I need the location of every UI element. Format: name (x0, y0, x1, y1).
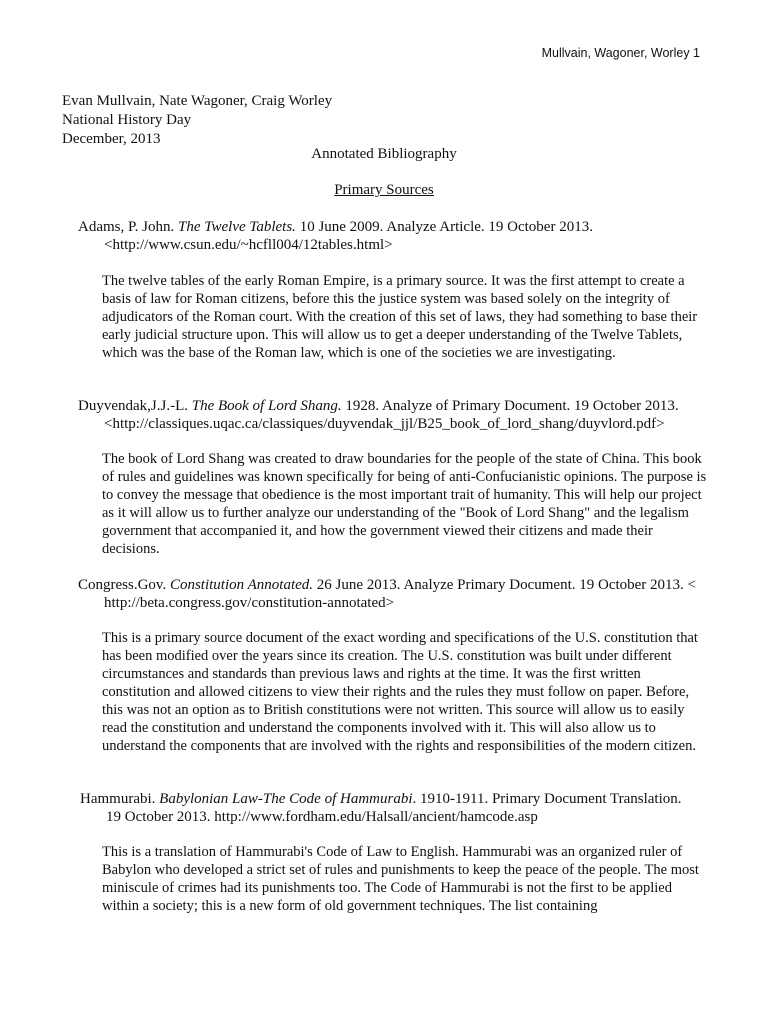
running-head: Mullvain, Wagoner, Worley 1 (541, 46, 700, 60)
citation-url: http://beta.congress.gov/constitution-annotated> (104, 595, 395, 611)
annotation-paragraph: This is a translation of Hammurabi's Code of Law to English. Hammurabi was an organized ruler of Babylon who developed a strict set of rules and punishments to keep the peace of the people. The most miniscule of crimes had its punishments too. The Code of Hammurabi is not the first to be applied within a society; this is a new form of old government techniques. The list containing (102, 844, 699, 914)
annotation-paragraph: The book of Lord Shang was created to draw boundaries for the people of the state of China. This book of rules and guidelines was known specifically for being of anti-Confucianistic opinions. The purpose is to convey the message that obedience is the most important trait of humanity. This will help our project as it will allow us to further analyze our understanding of the "Book of Lord Shang" and the legalism government that accompanied it, and how the government viewed their citizens and made their decisions. (102, 451, 707, 557)
citation-author: Congress.Gov. (78, 577, 167, 593)
citation-url: <http://classiques.uqac.ca/classiques/duyvendak_jjl/B25_book_of_lord_shang/duyvlord.pdf> (104, 416, 665, 432)
annotation-paragraph: The twelve tables of the early Roman Empire, is a primary source. It was the first attempt to create a basis of law for Roman citizens, before this the justice system was based solely on the integrity of adjudicators of the Roman court. With the creation of this set of laws, they had something to base their early judicial structure upon. This will allow us to get a deeper understanding of the Twelve Tablets, which was the base of the Roman law, which is one of the societies we are investigating. (102, 273, 698, 361)
citation-entry (78, 397, 718, 433)
heading-block (62, 92, 332, 149)
citation-details: 26 June 2013. Analyze Primary Document. 19 October 2013. < (316, 577, 696, 593)
citation-details: . 1910-1911. Primary Document Translation. (412, 791, 682, 807)
citation-author: Hammurabi. (80, 791, 156, 807)
document-title: Annotated Bibliography (311, 146, 457, 162)
citation-details: 10 June 2009. Analyze Article. 19 October 2013. (299, 219, 593, 235)
date-line: December, 2013 (62, 131, 161, 147)
citation-work: The Twelve Tablets. (178, 219, 296, 235)
citation-entry (78, 218, 718, 254)
authors-line: Evan Mullvain, Nate Wagoner, Craig Worley (62, 93, 333, 109)
citation-entry (80, 790, 720, 826)
citation-work: Constitution Annotated. (169, 577, 314, 593)
annotation-paragraph: This is a primary source document of the exact wording and specifications of the U.S. constitution that has been modified over the years since its creation. The U.S. constitution was built under different circumstances and standards than previous laws and rights at the time. It was the first written constitution and allowed citizens to view their rights and the rules they must follow on paper. Before, this was not an option as to British constitutions were not written. This source will allow us to easily read the constitution and understand the components involved with it. This will also allow us to understand the components that are involved with the rights and responsibilities of the modern citizen. (102, 630, 698, 754)
citation-author: Duyvendak,J.J.-L. (78, 398, 188, 414)
citation-entry (78, 576, 718, 612)
citation-author: Adams, P. John. (78, 219, 175, 235)
citation-url: <http://www.csun.edu/~hcfll004/12tables.html> (104, 237, 393, 253)
citation-details: 1928. Analyze of Primary Document. 19 October 2013. (345, 398, 679, 414)
event-line: National History Day (62, 112, 192, 128)
section-title: Primary Sources (334, 182, 434, 198)
citation-work: The Book of Lord Shang. (191, 398, 342, 414)
citation-work: Babylonian Law-The Code of Hammurabi (159, 791, 413, 807)
citation-url: 19 October 2013. http://www.fordham.edu/Halsall/ancient/hamcode.asp (106, 809, 538, 825)
